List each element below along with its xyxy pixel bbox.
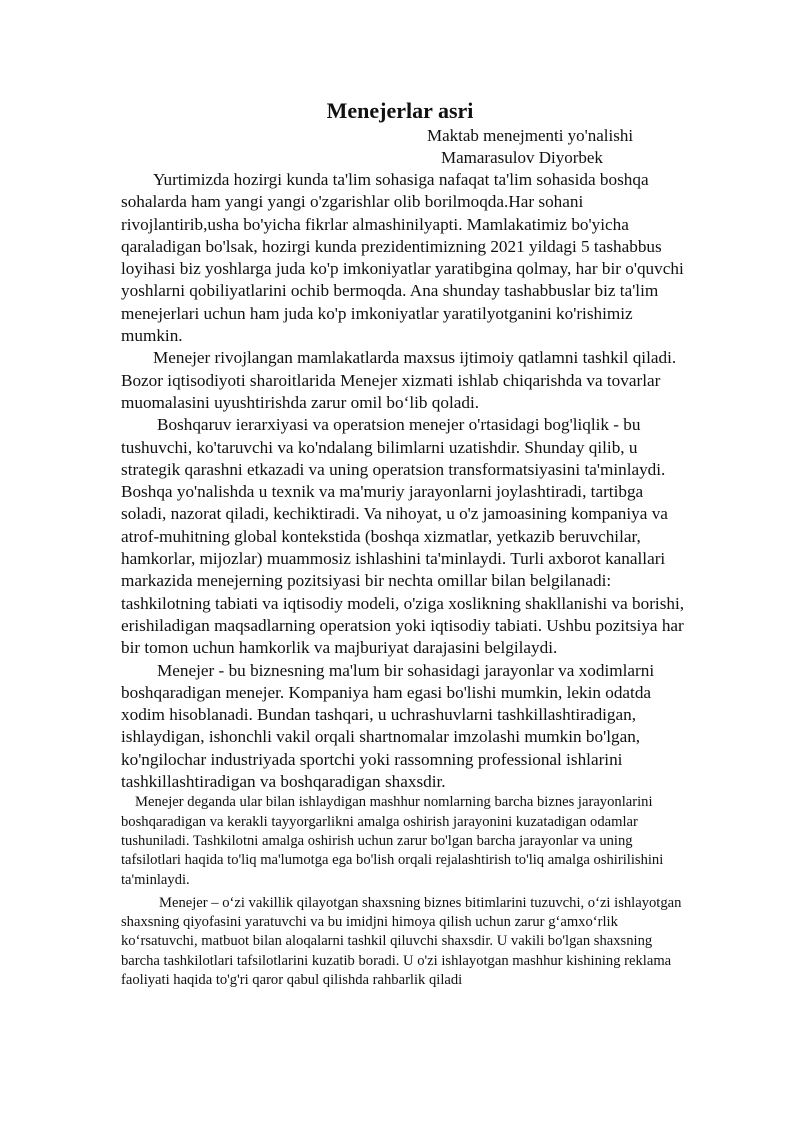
paragraph-hierarchy: Boshqaruv ierarxiyasi va operatsion menejer o'rtasidagi bog'liqlik - bu tushuvchi, ko'taruvchi va ko'ndalang bilimlarni uzatishdir. Shunday qilib, u strategik qarashni etkazadi va uning operatsion transformatsiyasini ta'minlaydi. Boshqa yo'nalishda u texnik va ma'muriy jarayonlarni joylashtiradi, tartibga soladi, nazorat qiladi, kechiktiradi. Va nihoyat, u o'z jamoasining kompaniya va atrof-muhitning global kontekstida (boshqa xizmatlar, yetkazib beruvchilar, hamkorlar, mijozlar) muammosiz ishlashini ta'minlaydi. Turli axborot kanallari markazida menejerning pozitsiyasi bir nechta omillar bilan belgilanadi: tashkilotning tabiati va iqtisodiy modeli, o'ziga xoslikning shakllanishi va borishi, erishiladigan maqsadlarning operatsion yoki iqtisodiy tabiati. Ushbu pozitsiya har bir tomon uchun hamkorlik va majburiyat darajasini belgilaydi. bbox=[121, 415, 685, 658]
author-line: Mamarasulov Diyorbek bbox=[441, 148, 603, 167]
paragraph-manager-role: Menejer rivojlangan mamlakatlarda maxsus ijtimoiy qatlamni tashkil qiladi. Bozor iqtisodiyoti sharoitlarida Menejer xizmati ishlab chiqarishda va tovarlar muomalasini uyushtirishda zarur omil bo‘lib qoladi. bbox=[121, 348, 677, 412]
paragraph-manager-definition: Menejer - bu biznesning ma'lum bir sohasidagi jarayonlar va xodimlarni boshqaradigan menejer. Kompaniya ham egasi bo'lishi mumkin, lekin odatda xodim hisoblanadi. Bundan tashqari, u uchrashuvlarni tashkillashtiradigan, ishlaydigan, ishonchli vakil orqali shartnomalar imzolashi mumkin bo'lgan, ko'ngilochar industriyada sportchi yoki rassomning professional ishlarini tashkillashtiradigan va boshqaradigan shaxsdir. bbox=[121, 660, 655, 792]
paragraph-representative: Menejer – o‘zi vakillik qilayotgan shaxsning biznes bitimlarini tuzuvchi, o‘zi ishlayotgan shaxsning qiyofasini yaratuvchi va bu imidjni himoya qilish uchun zarur g‘amxo‘rlik ko‘rsatuvchi, matbuot bilan aloqalarni tashkil qiluvchi shaxsdir. U vakili bo'lgan shaxsning barcha tashkilotlari tafsilotlarini kuzatib boradi. U o'zi ishlayotgan mashhur kishining reklama faoliyati haqida to'g'ri qaror qabul qilishda rahbarlik qiladi bbox=[121, 894, 682, 988]
paragraph-intro: Yurtimizda hozirgi kunda ta'lim sohasiga nafaqat ta'lim sohasida boshqa sohalarda ham yangi yangi o'zgarishlar olib borilmoqda.Har sohani rivojlantirib,usha bo'yicha fikrlar almashinilyapti. Mamlakatimiz bo'yicha qaraladigan bo'lsak, hozirgi kunda prezidentimizning 2021 yildagi 5 tashabbus loyihasi biz yoshlarga juda ko'p imkoniyatlar yaratibgina qolmay, har bir o'quvchi yoshlarni qobiliyatlarini ochib bermoqda. Ana shunday tashabbuslar biz ta'lim menejerlari uchun ham juda ko'p imkoniyatlar yaratilyotganini ko'rishimiz mumkin. bbox=[121, 170, 684, 346]
document-title: Menejerlar asri bbox=[326, 98, 474, 123]
document-body bbox=[121, 169, 691, 990]
department-line: Maktab menejmenti yo'nalishi bbox=[427, 126, 634, 145]
paragraph-celebrity-manager: Menejer deganda ular bilan ishlaydigan mashhur nomlarning barcha biznes jarayonlarini boshqaradigan va kerakli tayyorgarlikni amalga oshirish jarayonini kuzatadigan odamlar tushuniladi. Tashkilotni amalga oshirish uchun zarur bo'lgan barcha jarayonlar va uning tafsilotlari haqida to'liq ma'lumotga ega bo'lish orqali rejalashtirish to'liq amalga oshirilishini ta'minlaydi. bbox=[121, 794, 664, 888]
